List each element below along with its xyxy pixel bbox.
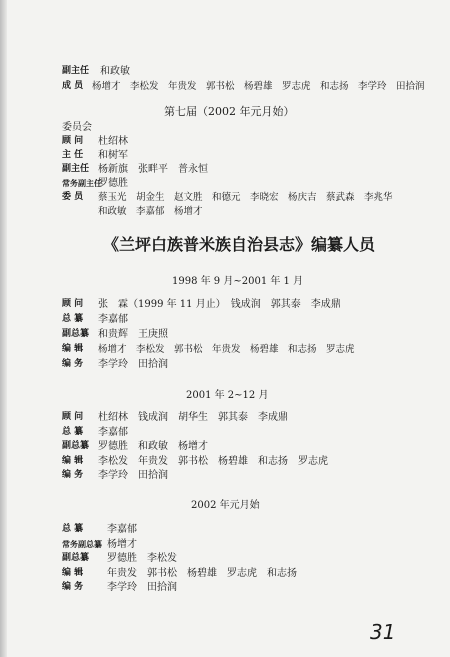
names-text: 李嘉郁 [98,314,128,325]
period2-heading: 2001 年 2~12 月 [186,390,269,401]
role-label: 顾 问 [62,136,84,146]
role-label: 编 辑 [62,344,84,354]
names-text: 李学玲 田拾润 [98,470,168,481]
role-label: 编 务 [62,359,84,369]
names-text: 罗德胜 和政敏 杨增才 [98,441,208,452]
names-text: 和政敏 [100,66,130,77]
names-text: 李松发 年贵发 郭书松 杨碧雄 和志扬 罗志虎 [98,456,328,467]
role-label: 编 务 [62,470,84,480]
period1-heading: 1998 年 9 月~2001 年 1 月 [172,276,304,287]
role-label: 常务副主任 [62,178,102,188]
role-label: 副主任 [62,66,90,76]
names-text: 杨增才 [107,539,137,550]
role-label: 顾 问 [62,299,84,309]
role-label: 编 辑 [62,456,84,466]
page-number: 31 [370,620,396,644]
names-text: 李嘉郁 [107,524,137,535]
role-label: 副总纂 [62,441,90,451]
role-label: 成 员 [62,81,84,91]
committee-label: 委员会 [62,122,92,133]
names-text: 年贵发 郭书松 杨碧雄 罗志虎 和志扬 [107,568,297,579]
names-text: 杨新旗 张畔平 普永恒 [98,164,208,175]
role-label: 副总纂 [62,553,90,563]
names-text: 和政敏 李嘉郁 杨增才 [98,206,203,217]
period3-heading: 2002 年元月始 [191,500,260,511]
role-label: 主 任 [62,150,84,160]
names-text: 张 霖（1999 年 11 月止） 钱成润 郭其泰 李成鼎 [98,299,341,310]
names-text: 和树军 [98,150,128,161]
main-title: 《兰坪白族普米族自治县志》编纂人员 [103,235,376,254]
role-label: 副总纂 [62,329,90,339]
names-text: 李嘉郁 [98,427,128,438]
role-label: 常务副总纂 [62,539,102,549]
names-text: 罗德胜 李松发 [107,553,177,564]
role-label: 编 辑 [62,568,84,578]
names-text: 罗德胜 [98,178,128,189]
page-edge-shadow [0,0,7,657]
role-label: 顾 问 [62,412,84,422]
names-text: 蔡玉光 胡金生 赵文胜 和德元 李晓宏 杨庆吉 蔡武森 李兆华 [98,192,393,203]
names-text: 李学玲 田拾润 [107,582,177,593]
names-text: 李学玲 田拾润 [98,359,168,370]
role-label: 总 纂 [62,314,84,324]
names-text: 杨增才 李松发 年贵发 郭书松 杨碧雄 罗志虎 和志扬 李学玲 田拾润 [92,81,425,92]
seventh-heading: 第七届（2002 年元月始） [164,105,295,118]
role-label: 副主任 [62,164,90,174]
names-text: 和贵辉 王庚照 [98,329,168,340]
role-label: 总 纂 [62,427,84,437]
names-text: 杜绍林 [98,136,128,147]
role-label: 总 纂 [62,524,84,534]
role-label: 委 员 [62,192,84,202]
names-text: 杨增才 李松发 郭书松 年贵发 杨碧雄 和志扬 罗志虎 [98,344,355,355]
role-label: 编 务 [62,582,84,592]
names-text: 杜绍林 钱成润 胡华生 郭其泰 李成鼎 [98,412,288,423]
